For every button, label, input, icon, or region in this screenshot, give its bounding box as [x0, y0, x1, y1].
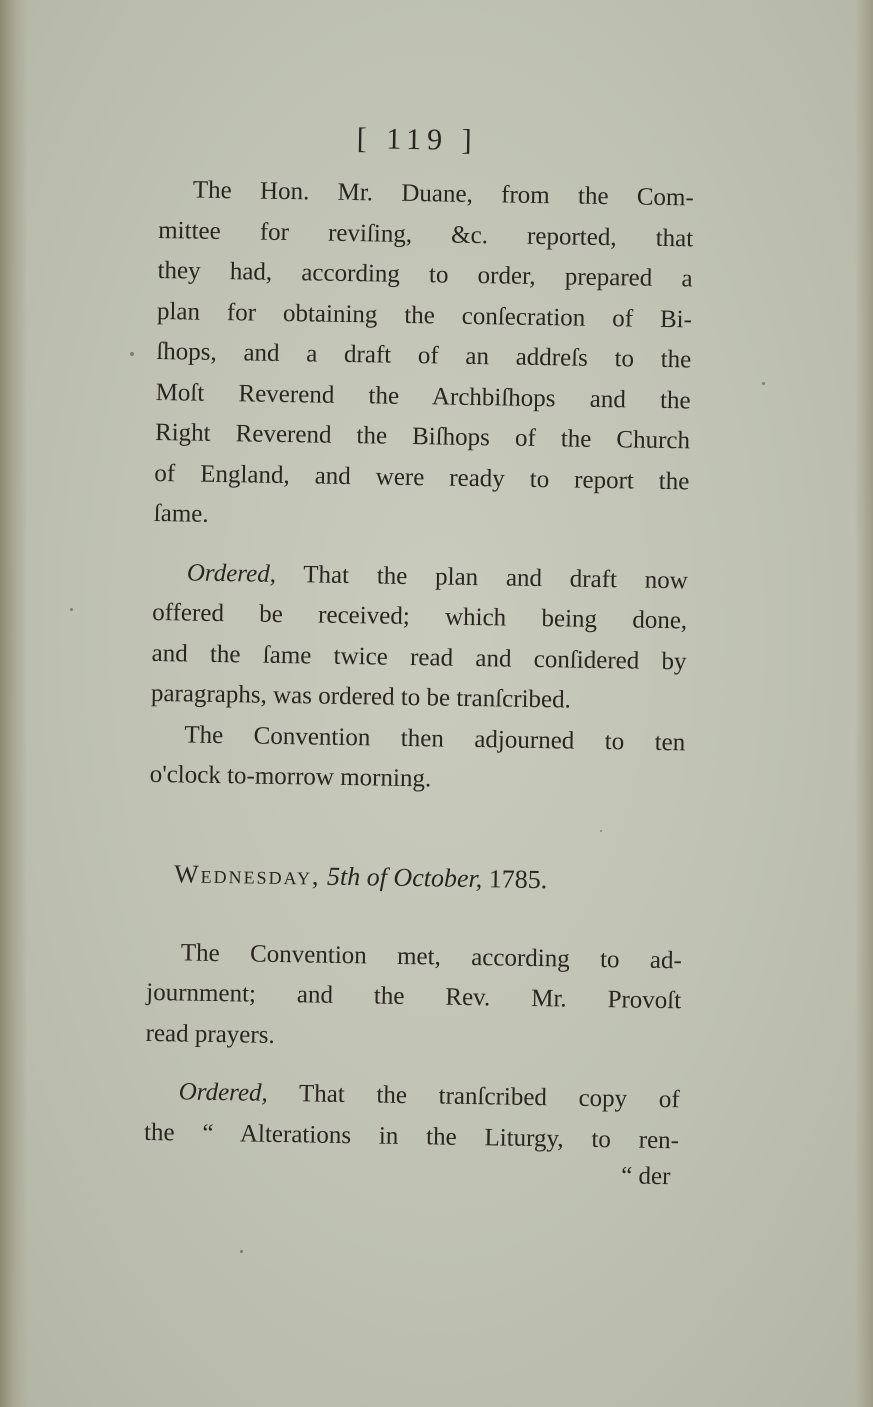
text-run: That the plan and draft now: [275, 560, 689, 594]
text-line: The Convention met, according to ad-: [180, 939, 683, 974]
page-text: [143, 118, 695, 1191]
page-number: [ 119 ]: [356, 122, 478, 157]
text-line: The Hon. Mr. Duane, from the Com-: [192, 176, 695, 212]
catchword: “ der: [620, 1162, 671, 1191]
text-line: Right Reverend the Biſhops of the Church: [154, 418, 691, 455]
text-line: offered be received; which being done,: [152, 598, 688, 635]
text-line: and the ſame twice read and conſidered by: [151, 639, 687, 675]
ink-speck: [240, 1250, 243, 1253]
text-line: the “ Alterations in the Liturgy, to ren-: [143, 1118, 680, 1154]
ordered-lead: Ordered,: [186, 558, 277, 588]
paragraph-committee-report: [153, 170, 694, 543]
text-run: That the tranſcribed copy of: [267, 1080, 680, 1114]
text-line: The Convention then adjourned to ten: [184, 720, 686, 756]
text-line: ſhops, and a draft of an addreſs to the: [156, 337, 692, 374]
ink-speck: [130, 352, 134, 356]
date-heading: [174, 858, 683, 897]
ordered-lead: Ordered,: [178, 1078, 269, 1107]
text-line: read prayers.: [145, 1019, 275, 1049]
paragraph-adjourned: [149, 714, 685, 803]
text-line: ſame.: [153, 499, 209, 528]
text-line: plan for obtaining the conſecration of Bi-: [156, 297, 693, 333]
heading-date: 5th of October,: [326, 861, 483, 893]
text-line: of England, and were ready to report the: [154, 459, 690, 495]
paragraph-ordered-received: [151, 552, 688, 722]
ink-speck: [70, 608, 73, 611]
heading-day: Wednesday,: [173, 858, 321, 891]
text-line: o'clock to-morrow morning.: [149, 760, 432, 793]
paragraph-convention-met: [145, 933, 682, 1063]
text-line: Moſt Reverend the Archbiſhops and the: [155, 378, 691, 414]
text-line: mittee for reviſing, &c. reported, that: [158, 216, 694, 252]
ink-speck: [762, 382, 765, 385]
text-line: they had, according to order, prepared a: [157, 256, 693, 293]
text-line: paragraphs, was ordered to be tranſcribed.: [150, 679, 572, 714]
text-line: journment; and the Rev. Mr. Provoſt: [146, 979, 682, 1015]
heading-year: 1785.: [488, 863, 548, 894]
paragraph-ordered-transcribed: [144, 1072, 680, 1161]
